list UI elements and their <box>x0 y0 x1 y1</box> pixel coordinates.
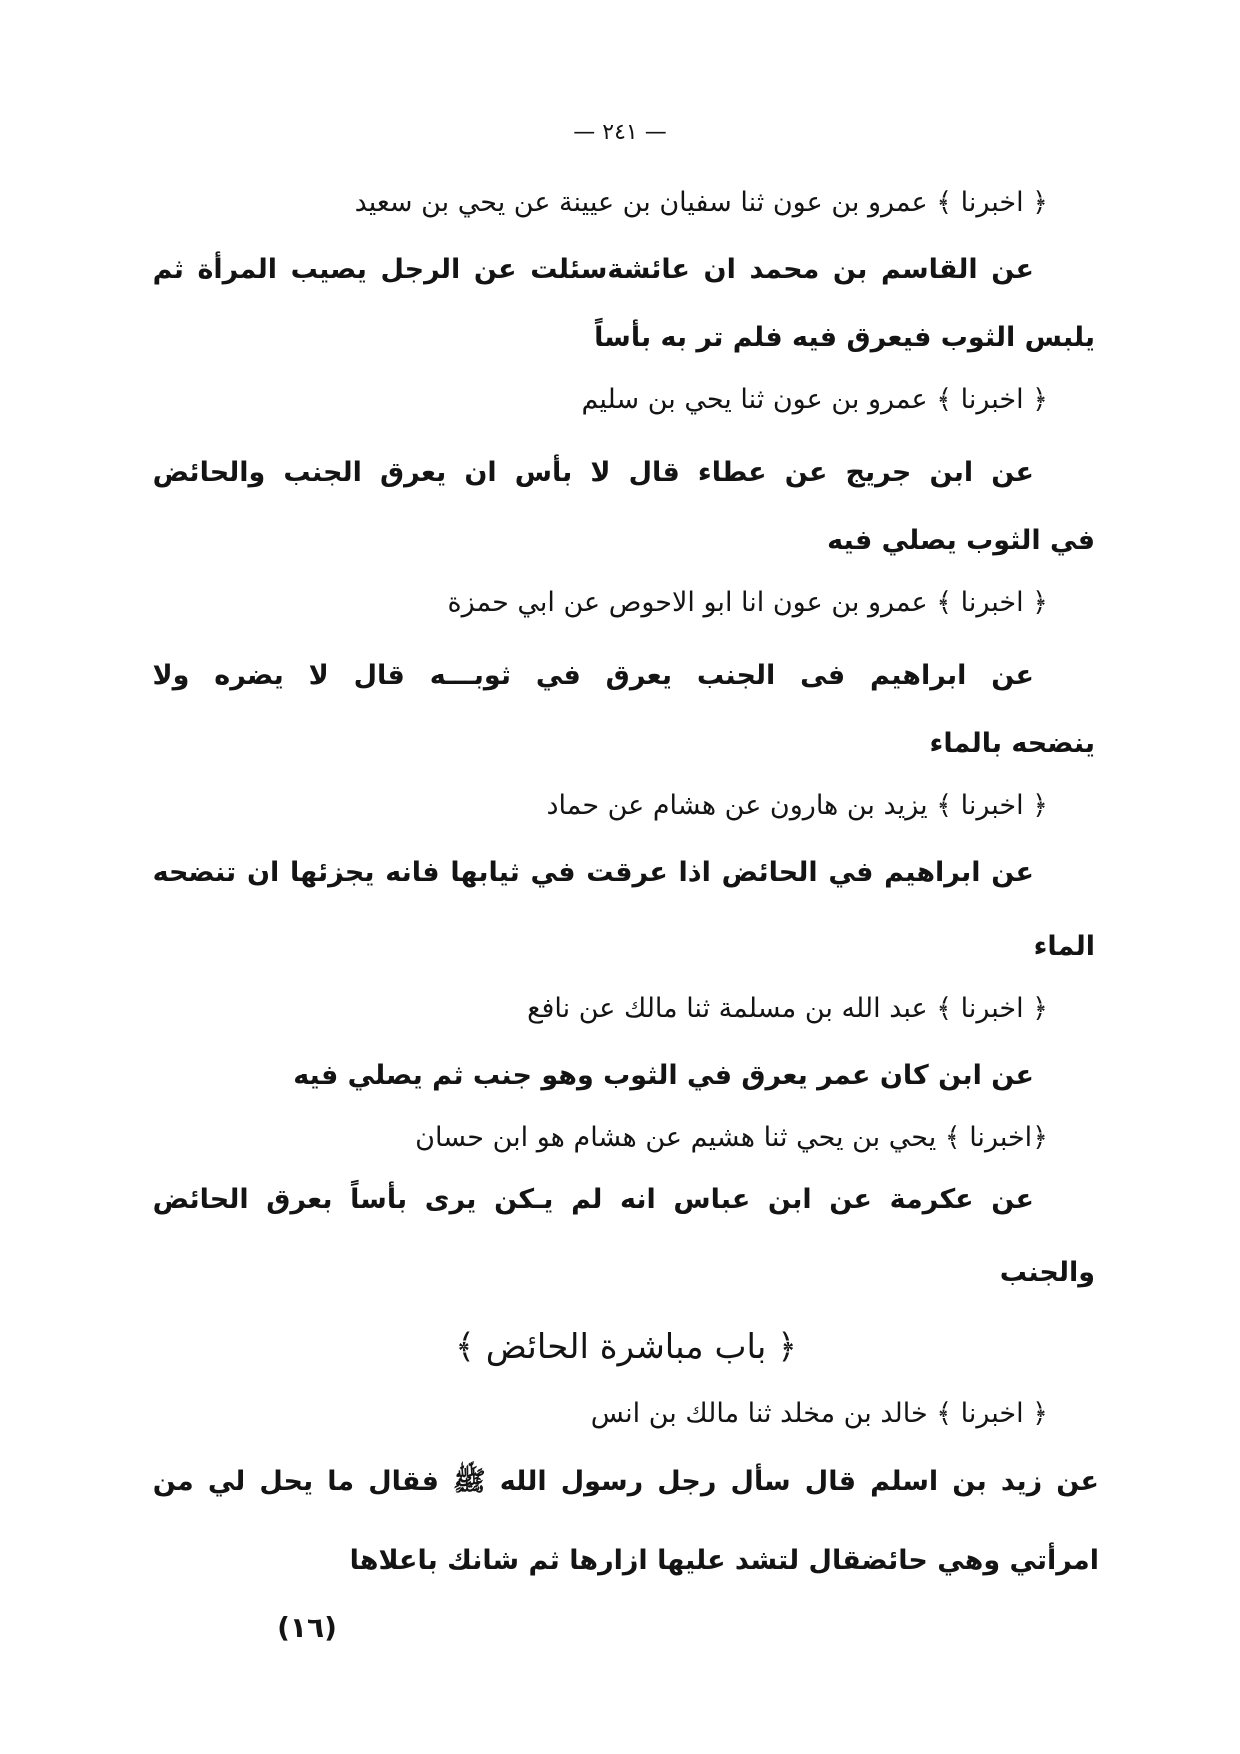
matn-line <box>155 509 1095 573</box>
matn-line <box>152 1168 1034 1232</box>
isnad-text: ﴿ اخبرنا ﴾ عمرو بن عون ثنا يحي بن سليم <box>581 384 1048 415</box>
isnad-line <box>248 786 1048 826</box>
matn-line <box>152 841 1034 905</box>
isnad-text: ﴿ اخبرنا ﴾ خالد بن مخلد ثنا مالك بن انس <box>590 1398 1048 1429</box>
isnad-line <box>248 583 1048 623</box>
matn-text: عن ابن كان عمر يعرق في الثوب وهو جنب ثم يصلي فيه <box>293 1060 1034 1091</box>
page-number-text: — ٢٤١ — <box>573 120 667 145</box>
chapter-heading-text: ﴿ باب مباشرة الحائض ﴾ <box>454 1327 798 1367</box>
matn-text: الماء <box>1033 931 1095 962</box>
matn-line <box>152 1450 1099 1514</box>
matn-line <box>155 915 1095 979</box>
matn-text: عن ابن جريج عن عطاء قال لا بأس ان يعرق الجنب والحائض <box>152 457 1034 488</box>
isnad-line <box>248 183 1048 223</box>
matn-text: في الثوب يصلي فيه <box>827 525 1095 556</box>
matn-text: والجنب <box>999 1257 1095 1288</box>
matn-line <box>152 1044 1034 1108</box>
isnad-text: ﴿ اخبرنا ﴾ عمرو بن عون انا ابو الاحوص عن ابي حمزة <box>447 587 1048 618</box>
chapter-heading <box>420 1322 832 1372</box>
matn-text: ينضحه بالماء <box>929 728 1095 759</box>
isnad-text: ﴿ اخبرنا ﴾ يزيد بن هارون عن هشام عن حماد <box>546 790 1048 821</box>
matn-line <box>155 712 1095 776</box>
matn-line <box>155 306 1095 370</box>
matn-text: عن زيد بن اسلم قال سأل رجل رسول الله ﷺ فقال ما يحل لي من <box>152 1466 1099 1497</box>
isnad-line <box>248 1394 1048 1434</box>
matn-line <box>155 1241 1095 1305</box>
isnad-text: ﴿اخبرنا ﴾ يحي بن يحي ثنا هشيم عن هشام هو ابن حسان <box>415 1122 1048 1153</box>
matn-text: عن ابراهيم في الحائض اذا عرقت في ثيابها فانه يجزئها ان تنضحه <box>152 857 1034 888</box>
page-number-header <box>0 118 1240 148</box>
matn-text: عن عكرمة عن ابن عباس انه لم يـكن يرى بأساً بعرق الحائض <box>152 1184 1034 1215</box>
matn-line <box>152 441 1034 505</box>
isnad-line <box>248 1118 1048 1158</box>
matn-line <box>152 644 1034 708</box>
isnad-line <box>248 989 1048 1029</box>
signature-mark <box>247 1608 367 1648</box>
matn-text: عن القاسم بن محمد ان عائشةسئلت عن الرجل يصيب المرأة ثم <box>152 254 1034 285</box>
isnad-text: ﴿ اخبرنا ﴾ عمرو بن عون ثنا سفيان بن عيينة عن يحي بن سعيد <box>354 187 1048 218</box>
matn-line <box>152 238 1034 302</box>
matn-text: امرأتي وهي حائضقال لتشد عليها ازارها ثم شانك باعلاها <box>349 1545 1099 1576</box>
matn-line <box>152 1529 1099 1593</box>
matn-text: عن ابراهيم فى الجنب يعرق في ثوبـــه قال لا يضره ولا <box>152 660 1034 691</box>
signature-mark-text: (١٦) <box>277 1611 337 1644</box>
isnad-line <box>248 380 1048 420</box>
matn-text: يلبس الثوب فيعرق فيه فلم تر به بأساً <box>594 322 1095 353</box>
isnad-text: ﴿ اخبرنا ﴾ عبد الله بن مسلمة ثنا مالك عن نافع <box>527 993 1048 1024</box>
